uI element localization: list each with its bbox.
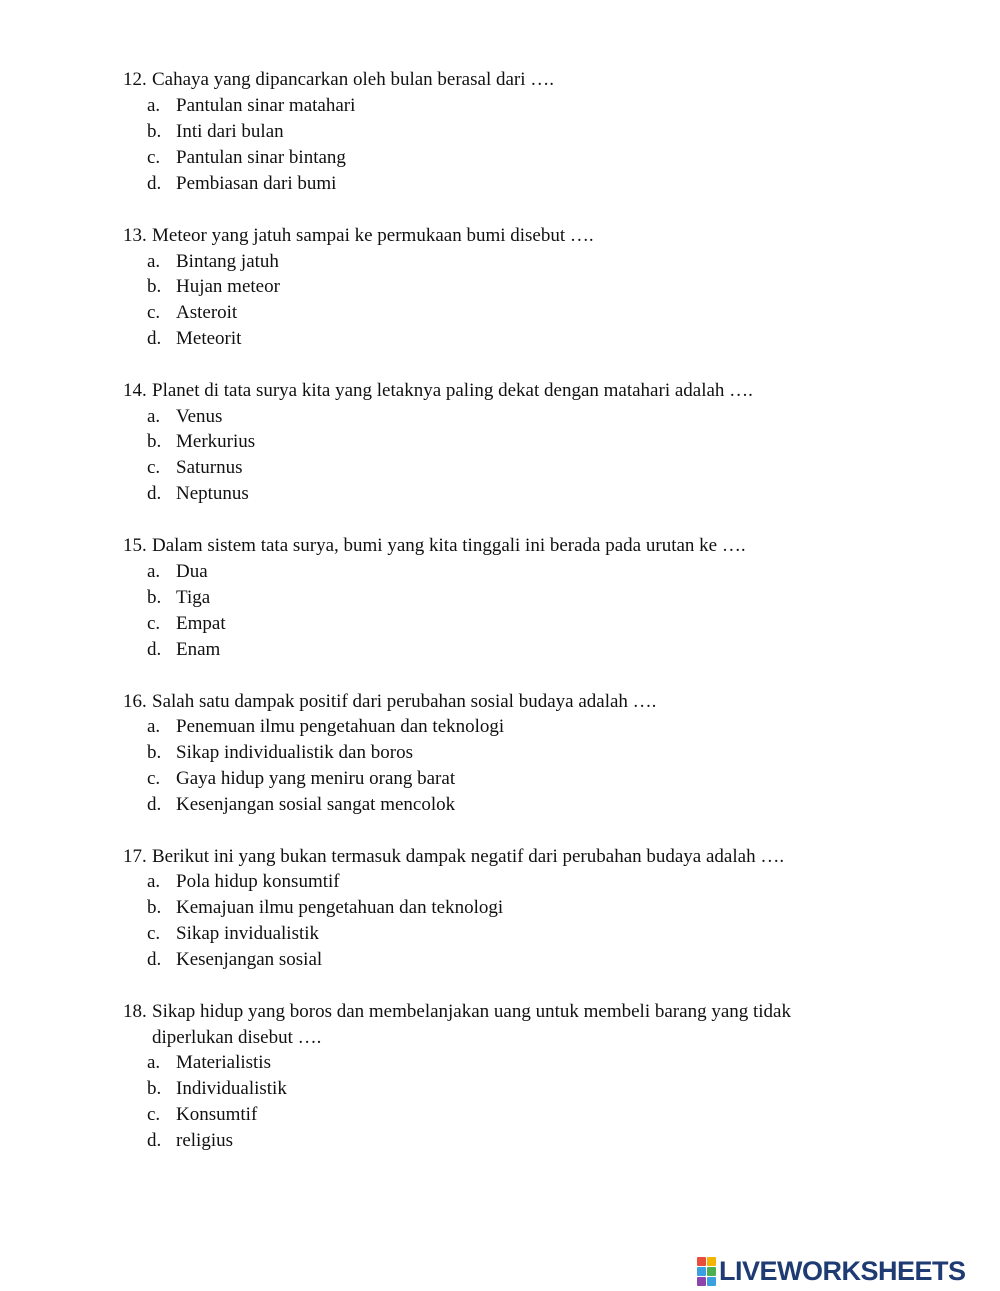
option-letter: a.: [147, 871, 161, 892]
option-letter: a.: [147, 95, 161, 116]
option-text: Materialistis: [176, 1052, 271, 1073]
question-text: Dalam sistem tata surya, bumi yang kita tinggali ini berada pada urutan ke ….: [152, 535, 746, 556]
question-text: Cahaya yang dipancarkan oleh bulan berasal dari ….: [152, 69, 555, 90]
liveworksheets-logo-icon: [697, 1257, 716, 1286]
option-text: Sikap individualistik dan boros: [176, 742, 413, 763]
option-letter: c.: [147, 457, 161, 478]
option-letter: c.: [147, 613, 161, 634]
option-letter: d.: [147, 328, 162, 349]
question-text: Sikap hidup yang boros dan membelanjakan uang untuk membeli barang yang tidak: [152, 1001, 791, 1022]
question-text: Meteor yang jatuh sampai ke permukaan bumi disebut ….: [152, 225, 594, 246]
question-number: 12.: [123, 69, 147, 90]
question-number: 13.: [123, 225, 147, 246]
question-number: 14.: [123, 380, 147, 401]
question-text: diperlukan disebut ….: [152, 1027, 322, 1048]
option-text: Gaya hidup yang meniru orang barat: [176, 768, 456, 789]
option-text: Individualistik: [176, 1078, 287, 1099]
option-letter: d.: [147, 483, 162, 504]
option-text: Inti dari bulan: [176, 121, 284, 142]
option-letter: a.: [147, 251, 161, 272]
option-letter: d.: [147, 639, 162, 660]
logo-block: [697, 1257, 706, 1266]
option-text: Neptunus: [176, 483, 249, 504]
liveworksheets-logo-text: LIVEWORKSHEETS: [719, 1255, 966, 1286]
option-letter: b.: [147, 276, 162, 297]
question-number: 17.: [123, 846, 147, 867]
option-letter: b.: [147, 1078, 162, 1099]
option-letter: b.: [147, 587, 162, 608]
option-text: Asteroit: [176, 302, 238, 323]
option-text: Empat: [176, 613, 226, 634]
option-text: Pola hidup konsumtif: [176, 871, 340, 892]
option-text: Dua: [176, 561, 208, 582]
option-letter: c.: [147, 302, 161, 323]
question-number: 16.: [123, 691, 147, 712]
option-text: Bintang jatuh: [176, 251, 279, 272]
option-text: Pantulan sinar bintang: [176, 147, 346, 168]
question-number: 15.: [123, 535, 147, 556]
option-letter: b.: [147, 897, 162, 918]
option-text: Penemuan ilmu pengetahuan dan teknologi: [176, 716, 505, 737]
option-text: Tiga: [176, 587, 211, 608]
option-text: Enam: [176, 639, 221, 660]
option-text: Saturnus: [176, 457, 243, 478]
option-letter: d.: [147, 173, 162, 194]
option-text: Meteorit: [176, 328, 242, 349]
option-letter: b.: [147, 121, 162, 142]
option-text: Kesenjangan sosial sangat mencolok: [176, 794, 456, 815]
option-letter: d.: [147, 794, 162, 815]
option-text: Konsumtif: [176, 1104, 258, 1125]
question-text: Berikut ini yang bukan termasuk dampak negatif dari perubahan budaya adalah ….: [152, 846, 785, 867]
option-text: Hujan meteor: [176, 276, 280, 297]
option-letter: a.: [147, 406, 161, 427]
logo-block: [697, 1267, 706, 1276]
logo-block: [697, 1277, 706, 1286]
option-letter: c.: [147, 147, 161, 168]
logo-block: [707, 1257, 716, 1266]
option-text: Pembiasan dari bumi: [176, 173, 337, 194]
liveworksheets-logo: [697, 1256, 966, 1286]
option-letter: a.: [147, 716, 161, 737]
option-letter: c.: [147, 1104, 161, 1125]
option-letter: d.: [147, 949, 162, 970]
option-text: Sikap invidualistik: [176, 923, 320, 944]
logo-block: [707, 1277, 716, 1286]
logo-block: [707, 1267, 716, 1276]
option-text: Kemajuan ilmu pengetahuan dan teknologi: [176, 897, 504, 918]
option-text: Pantulan sinar matahari: [176, 95, 356, 116]
option-letter: a.: [147, 561, 161, 582]
question-number: 18.: [123, 1001, 147, 1022]
option-letter: c.: [147, 768, 161, 789]
option-letter: c.: [147, 923, 161, 944]
question-text: Planet di tata surya kita yang letaknya paling dekat dengan matahari adalah ….: [152, 380, 753, 401]
question-text: Salah satu dampak positif dari perubahan sosial budaya adalah ….: [152, 691, 657, 712]
option-letter: a.: [147, 1052, 161, 1073]
option-text: Venus: [176, 406, 223, 427]
option-letter: b.: [147, 742, 162, 763]
option-letter: d.: [147, 1130, 162, 1151]
option-text: Merkurius: [176, 431, 256, 452]
option-text: religius: [176, 1130, 233, 1151]
option-letter: b.: [147, 431, 162, 452]
option-text: Kesenjangan sosial: [176, 949, 323, 970]
